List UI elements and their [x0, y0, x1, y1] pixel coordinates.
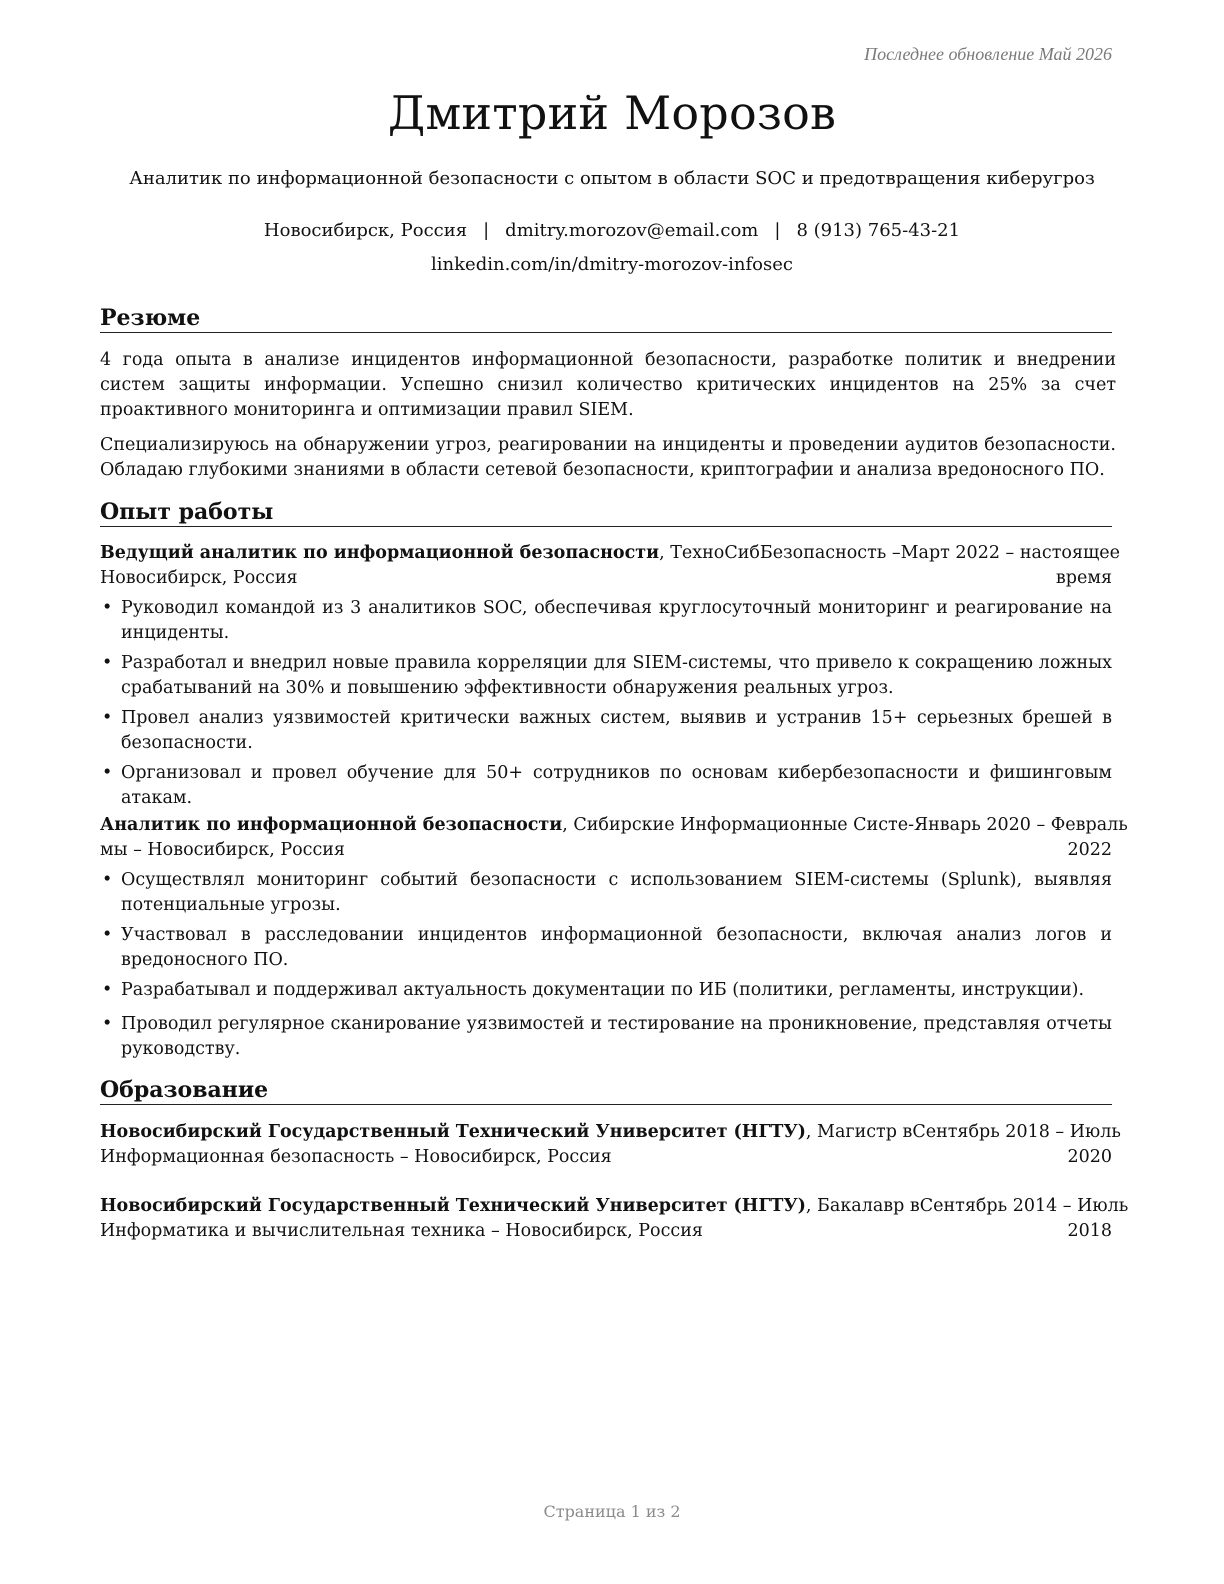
school-name: Новосибирский Государственный Технический Университет (НГТУ)	[100, 1122, 806, 1142]
summary-paragraph: Специализируюсь на обнаружении угроз, реагировании на инциденты и проведении аудитов безопасности. Обладаю глубокими знаниями в области сетевой безопасности, криптографии и анализа вредоносного ПО.	[100, 435, 1116, 480]
email-link[interactable]: dmitry.morozov@email.com	[505, 220, 759, 241]
education-entry	[100, 1120, 1121, 1170]
headline: Аналитик по информационной безопасности с опытом в области SOC и предотвращения киберугроз	[129, 168, 1095, 189]
list-item: • Разработал и внедрил новые правила корреляции для SIEM-системы, что привело к сокращению ложных срабатываний на 30% и повышению эффективности обнаружения реальных угроз.	[100, 651, 1112, 701]
job-company: , ТехноСибБезопасность –	[659, 543, 901, 563]
separator: |	[483, 220, 490, 241]
job-dates-cont: 2022	[1067, 840, 1112, 860]
edu-program: Информационная безопасность – Новосибирск, Россия	[100, 1147, 612, 1167]
job-dates: Январь 2020 – Февраль	[913, 815, 1128, 835]
job-header	[100, 813, 1128, 863]
list-item: • Участвовал в расследовании инцидентов информационной безопасности, включая анализ логов и вредоносного ПО.	[100, 923, 1112, 973]
education-entry	[100, 1194, 1129, 1244]
section-title-experience: Опыт работы	[100, 499, 1112, 527]
job-header	[100, 541, 1120, 591]
section-title-summary: Резюме	[100, 305, 1112, 333]
edu-program: Информатика и вычислительная техника – Новосибирск, Россия	[100, 1221, 703, 1241]
location: Новосибирск, Россия	[263, 220, 468, 241]
summary-paragraph: 4 года опыта в анализе инцидентов информационной безопасности, разработке политик и внедрении систем защиты информации. Успешно снизил количество критических инцидентов на 25% за счет проактивного мониторинга и оптимизации правил SIEM.	[100, 350, 1116, 420]
job-location: Новосибирск, Россия	[100, 568, 298, 588]
section-title-education: Образование	[100, 1077, 1112, 1105]
job-bullets	[100, 596, 1112, 811]
edu-dates-cont: 2018	[1067, 1221, 1112, 1241]
list-item: • Руководил командой из 3 аналитиков SOC, обеспечивая круглосуточный мониторинг и реагирование на инциденты.	[100, 596, 1112, 646]
edu-dates-cont: 2020	[1067, 1147, 1112, 1167]
degree: , Бакалавр в	[805, 1196, 920, 1216]
edu-dates: Сентябрь 2018 – Июль	[912, 1122, 1121, 1142]
edu-dates: Сентябрь 2014 – Июль	[919, 1196, 1129, 1216]
page-number: Страница 1 из 2	[543, 1502, 681, 1521]
job-bullets	[100, 868, 1112, 1062]
job-role: Аналитик по информационной безопасности	[100, 815, 563, 835]
phone: 8 (913) 765-43-21	[796, 220, 961, 241]
list-item: • Разрабатывал и поддерживал актуальность документации по ИБ (политики, регламенты, инструкции).	[100, 978, 1112, 1003]
last-updated: Последнее обновление Май 2026	[864, 44, 1112, 64]
candidate-name: Дмитрий Морозов	[387, 86, 837, 140]
contact-line	[0, 220, 1224, 241]
school-name: Новосибирский Государственный Технический Университет (НГТУ)	[100, 1196, 806, 1216]
job-company: , Сибирские Информационные Систе-	[562, 815, 914, 835]
degree: , Магистр в	[805, 1122, 913, 1142]
job-role: Ведущий аналитик по информационной безопасности	[100, 543, 660, 563]
summary-block	[100, 348, 1116, 483]
job-dates: Март 2022 – настоящее	[900, 543, 1120, 563]
list-item: • Проводил регулярное сканирование уязвимостей и тестирование на проникновение, представляя отчеты руководству.	[100, 1012, 1112, 1062]
list-item: • Провел анализ уязвимостей критически важных систем, выявив и устранив 15+ серьезных брешей в безопасности.	[100, 706, 1112, 756]
linkedin-link[interactable]: linkedin.com/in/dmitry-morozov-infosec	[431, 254, 793, 275]
job-dates-cont: время	[1055, 568, 1112, 588]
separator: |	[774, 220, 781, 241]
list-item: • Осуществлял мониторинг событий безопасности с использованием SIEM-системы (Splunk), выявляя потенциальные угрозы.	[100, 868, 1112, 918]
job-location: мы – Новосибирск, Россия	[100, 840, 345, 860]
list-item: • Организовал и провел обучение для 50+ сотрудников по основам кибербезопасности и фишинговым атакам.	[100, 761, 1112, 811]
